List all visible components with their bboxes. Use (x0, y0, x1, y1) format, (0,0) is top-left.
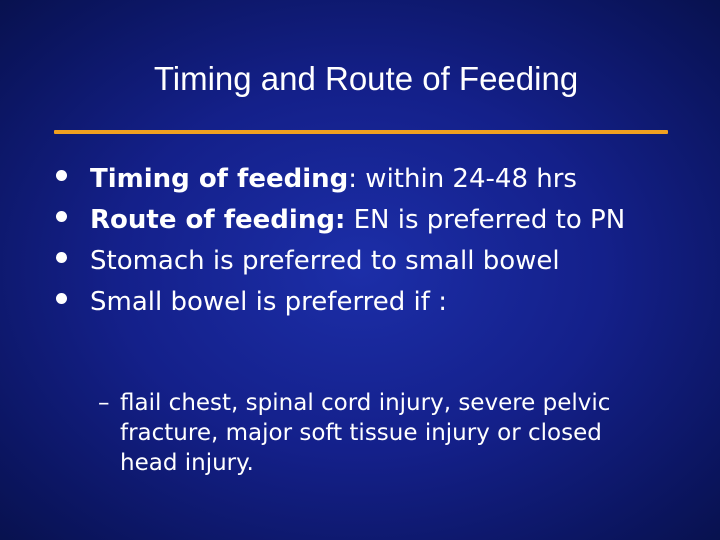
bullet-dot-icon (56, 170, 67, 181)
slide-title: Timing and Route of Feeding (153, 60, 579, 97)
bullet-dot-icon (56, 252, 67, 263)
title-divider (54, 130, 668, 134)
bullet-text: Small bowel is preferred if : (90, 287, 447, 317)
sub-bullet-item (98, 388, 658, 478)
dash-marker: – (98, 390, 110, 416)
bullet-item-small-bowel (56, 283, 676, 321)
sub-bullet-list (98, 388, 658, 478)
bullet-list (56, 160, 676, 324)
bullet-label: Route of feeding: (90, 205, 346, 235)
bullet-item-timing (56, 160, 676, 198)
bullet-dot-icon (56, 211, 67, 222)
bullet-text: : within 24-48 hrs (348, 164, 577, 194)
bullet-item-stomach (56, 242, 676, 280)
bullet-text: Stomach is preferred to small bowel (90, 246, 560, 276)
bullet-item-route (56, 201, 676, 239)
bullet-dot-icon (56, 293, 67, 304)
bullet-text: EN is preferred to PN (345, 205, 626, 235)
bullet-label: Timing of feeding (90, 164, 349, 194)
sub-bullet-text: flail chest, spinal cord injury, severe pelvic fracture, major soft tissue injury or closed head injury. (120, 390, 611, 476)
